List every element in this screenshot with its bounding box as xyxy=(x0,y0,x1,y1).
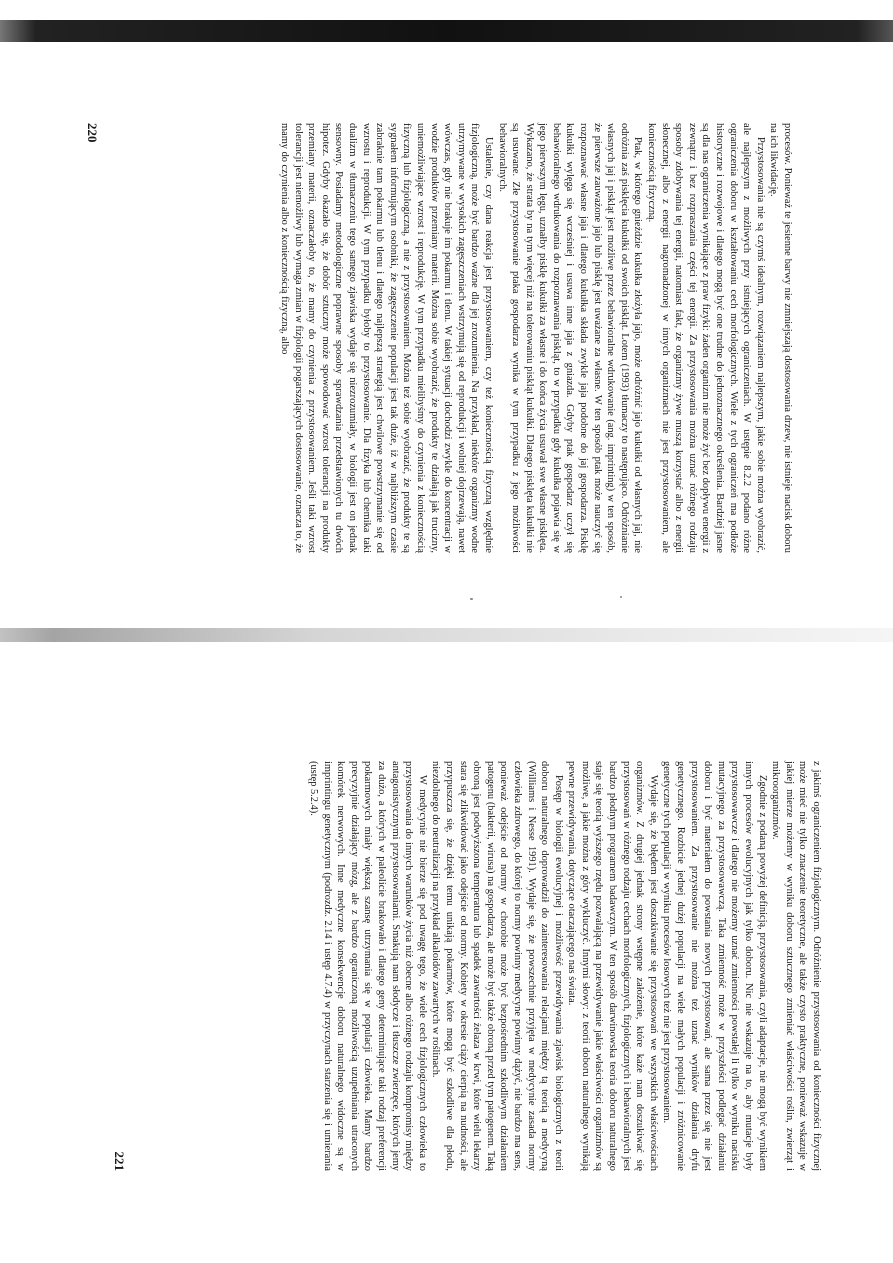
paragraph: Przystosowania nie są czymś idealnym, rozwiązaniem najlepszym, jakie sobie można wyobrazić, ale najlepszym z możliwych przy istniejących ograniczeniach. W ustępie 8.2.2 podano różne ograniczenia doboru w kształtowaniu cech morfologicznych. Wiele z tych ograniczeń ma podłoże historyczne i rozwojowe i dlatego mogą być one trudne do jednoznacznego określenia. Bardziej jasne są dla nas ograniczenia wynikające z praw fizyki: żaden organizm nie może żyć bez dopływu energii z zewnątrz i bez rozpraszania części tej energii. Za przystosowania można uznać różnego rodzaju sposoby zdobywania tej energii, natomiast fakt, że organizmy żywe muszą korzystać albo z energii słonecznej, albo z energii nagromadzonej w innych organizmach nie jest przystosowaniem, ale koniecznością fizyczną. xyxy=(646,123,766,553)
paragraph: Ustalenie, czy dana reakcja jest przystosowaniem, czy też koniecznością fizyczną względnie fizjologiczną, może być bardzo ważne dla jej zrozumienia. Na przykład, niektóre organizmy wodne utrzymywane w wysokich zagęszczeniach wstrzymują się od reprodukcji i wolniej dojrzewają, nawet wówczas, gdy nie brakuje im pokarmu i tlenu. W takiej sytuacji dochodzi zwykle do koncentracji w wodzie produktów przemiany materii. Można sobie wyobrazić, że produkty te działają jak trucizny, uniemożliwiające wzrost i reprodukcję. W tym przypadku mielibyśmy do czynienia z koniecznością fizyczną lub fizjologiczną, a nie z przystosowaniem. Można też sobie wyobrazić, że produkty te są sygnałem informującym osobniki, że zagęszczenie populacji jest tak duże, iż w najbliższym czasie zabraknie tam pokarmu lub tlenu i dlatego najlepszą strategią jest chwilowe powstrzymanie się od wzrostu i reprodukcji. W tym przypadku byłoby to przystosowanie. Dla fizyka lub chemika taki dualizm w tłumaczeniu tego samego zjawiska wydaje się niezrozumiały, w biologii jest on jednak sensowny. Posiadamy metodologiczne poprawne sposoby sprawdzania przedstawionych tu dwóch hipotez. Gdyby okazało się, że dobór sztuczny może spowodować wzrost tolerancji na produkty przemiany materii, oznaczałoby to, że mamy do czynienia z przystosowaniem. Jeśli taki wzrost tolerancji jest niemożliwy lub wymaga zmian w fizjologii pogarszających dostosowanie, oznacza to, że mamy do czynienia albo z koniecznością fizyczną, albo xyxy=(279,123,494,553)
page-number: 221 xyxy=(112,1151,127,1171)
paragraph: Wydaje się, że błędem jest doszukiwanie się przystosowań we wszystkich właściwościach organizmów. Z drugiej jednak strony wstępne założenie, które każe nam doszukiwać się przystosowań w różnego rodzaju cechach morfologicznych, fizjologicznych i behawioralnych jest bardzo płodnym programem badawczym. W ten sposób darwinowska teoria doboru naturalnego staje się teorią wyższego rzędu pozwalającą na przewidywanie jakie właściwości organizmów są możliwe, a jakie można z góry wykluczyć. Innymi słowy: z teorii doboru naturalnego wynikają pewne przewidywania, dotyczące otaczającego nas świata. xyxy=(566,761,659,1171)
paragraph: z jakimś ograniczeniem fizjologicznym. Odróżnienie przystosowania od konieczności fizycznej może mieć nie tylko znaczenie teoretyczne, ale także czysto praktyczne, ponieważ wskazuje w jakiej mierze możemy w wyniku doboru sztucznego zmieniać właściwości roślin, zwierząt i mikroorganizmów. xyxy=(770,761,822,1171)
paragraph: Ptak, w którego gnieździe kukułka złożyła jajo, może odróżnić jajo kukułki od własnych jaj, nie odróżnia zaś pisklęcia kukułki od swoich piskląt. Lotem (1993) tłumaczy to następująco. Odróżnianie własnych jaj i piskląt jest możliwe przez behawioralne wdrukowanie (ang. imprinting) w ten sposób, że pierwsze zauważone jajo lub pisklę jest uważane za własne. W ten sposób ptak może nauczyć się rozpoznawać własne jaja i dlatego kukułka składa zwykle jaja podobne do jaj gospodarza. Pisklę kukułki wylęga się wcześniej i usuwa inne jaja z gniazda. Gdyby ptak gospodarz uczył się behawioralnego wdrukowania do rozpoznawania piskląt, to w przypadku gdy kukułka pojawia się w jego pierwszym lęgu, uznałby pisklę kukułki za własne i do końca życia usuwał swe własne pisklęta. Wykazano, że strata by na tym więcej niż na tolerowaniu piskląt kukułki. Dlatego pisklęta kukułki nie są usuwane. Złe przystosowanie ptaka gospodarza wynika w tym przypadku z jego możliwości behawioralnych. xyxy=(496,123,644,553)
paragraph: Postęp w biologii ewolucyjnej i możliwość przewidywania zjawisk biologicznych z teorii doboru naturalnego doprowadził do zainteresowania relacjami między tą teorią a medycyną (Williams i Nesse 1991). Wydaje się, że powszechnie przyjęta w medycynie zasada normy człowieka zdrowego, do której to normy powinny medycyne powinny dążyć, nie bardzo ma sens, ponieważ odejście od normy w chorobie może być bezpośrednim szkodliwym działaniem patogenu (bakterii, wirusa) na gospodarza, ale może być także obroną przed tym patogenem. Taką obroną jest podwyższona temperatura lub spadek zawartości żelaza w krwi, które wielu lekarzy stara się zlikwidować jako odejście od normy. Kobiety w okresie ciąży cierpią na nudności, ale przypuszcza się, że dzięki temu unikają pokarmów, które mogą być szkodliwe dla płodu, niezdolnego do neutralizacji na przykład alkaloidów zawartych w roślinach. xyxy=(430,761,564,1171)
left-page-text xyxy=(85,123,794,553)
scan-speck xyxy=(470,598,473,600)
paragraph: procesów. Ponieważ te jesienne barwy nie zmniejszają dostosowania drzew, nie istnieje nacisk doboru na ich likwidację. xyxy=(768,123,793,553)
scan-top-shadow-bar xyxy=(0,20,893,42)
paragraph: W medycynie nie bierze się pod uwagę tego, że wiele cech fizjologicznych człowieka to przystosowania do innych warunków życia niż obecne albo różnego rodzaju kompromisy między antagonistycznymi przystosowaniami. Smakują nam słodycze i tłuszcze zwierzęce, których jemy za dużo, a których w paleolicie brakowało i dlatego geny determinujące taki rodzaj preferencji pokarmowych miały większą szansę utrzymania się w populacji człowieka. Mamy bardzo precyzyjnie działający mózg, ale z bardzo ograniczoną możliwością uzupełniania utraconych komórek nerwowych. Inne medyczne konsekwencje doboru naturalnego widoczne są w imprintingu genetycznym (podrozdz. 2.14 i ustęp 4.7.4) w przyczynach starzenia się i umierania (ustęp 5.2.4). xyxy=(308,761,428,1171)
scan-speck xyxy=(620,596,622,598)
scan-gutter-shadow-bar xyxy=(0,628,893,642)
page-number: 220 xyxy=(85,123,100,143)
left-book-page xyxy=(85,123,794,553)
right-book-page xyxy=(112,761,823,1171)
right-page-text xyxy=(112,761,823,1171)
paragraph: Zgodnie z podaną powyżej definicją, przystosowania, czyli adaptacje, nie mogą być wynikiem innych procesów ewolucyjnych jak tylko doboru. Nic nie wskazuje na to, aby mutacje były przystosowawcze i dlatego nie możemy uznać zmienności powstałej li tylko w wyniku nacisku mutacyjnego za przystosowawczą. Taka zmienność może w przyszłości podlegać działaniu doboru i być materiałem do powstania nowych przystosowań, ale sama przez się nie jest przystosowaniem. Za przystosowanie nie można też uznać wyników działania dryfu genetycznego. Rozbicie jednej dużej populacji na wiele małych populacji i zróżnicowanie genetyczne tych populacji w wyniku procesów losowych też nie jest przystosowaniem. xyxy=(661,761,768,1171)
